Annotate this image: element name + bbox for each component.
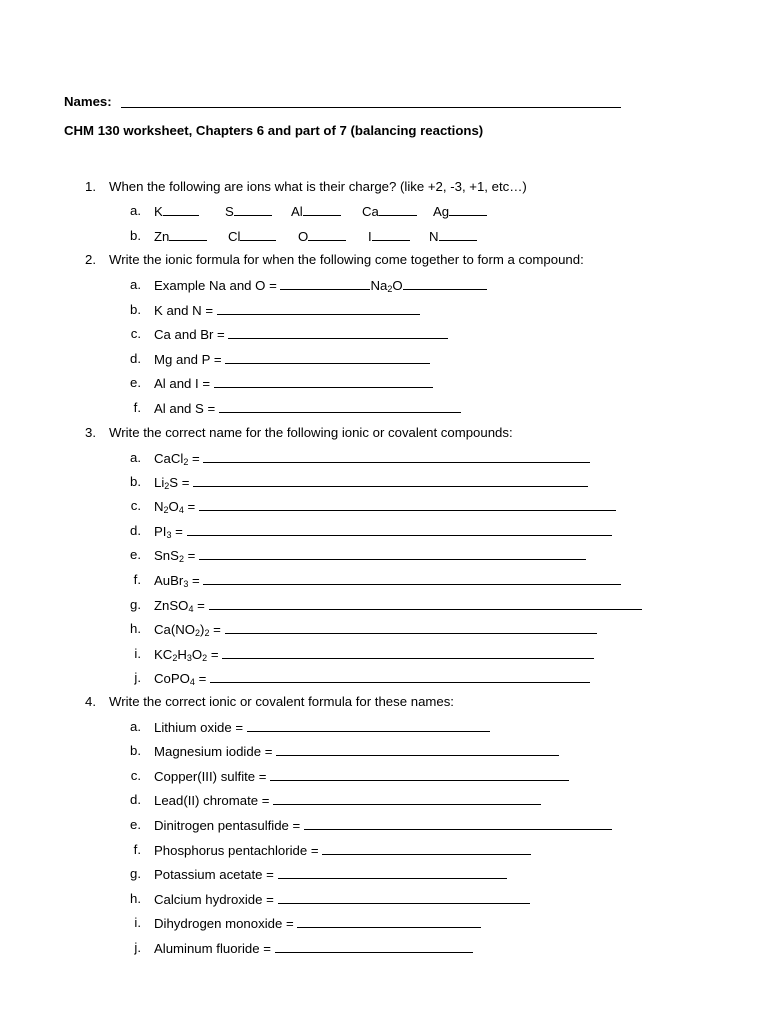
answer-line[interactable] (222, 646, 594, 659)
answer-line[interactable] (278, 891, 530, 904)
formula-part: CaCl (154, 451, 184, 466)
q2-item-0-letter: b. (130, 302, 141, 317)
q2-item-3-content (154, 375, 433, 392)
answer-blank[interactable] (439, 228, 477, 241)
answer-blank[interactable] (163, 203, 199, 216)
item-label: Ca and Br = (154, 327, 225, 342)
formula-part: SnS (154, 548, 179, 563)
equals-sign: = (193, 598, 205, 613)
q4-number: 4. (85, 694, 96, 709)
answer-line[interactable] (278, 866, 507, 879)
example-tail-line (403, 277, 487, 290)
ion-label: N (429, 229, 439, 244)
answer-blank[interactable] (372, 228, 410, 241)
q4-item-0-letter: a. (130, 719, 141, 734)
equals-sign: = (188, 451, 200, 466)
q3-item-7-content (154, 621, 597, 638)
q1-a-ag (433, 203, 487, 220)
q2-item-3-letter: e. (130, 375, 141, 390)
answer-line[interactable] (210, 670, 590, 683)
q4-item-8-content (154, 915, 481, 932)
answer-line[interactable] (214, 375, 433, 388)
ion-label: K (154, 204, 163, 219)
formula-part: N (154, 499, 164, 514)
ion-label: Cl (228, 229, 241, 244)
compound-formula (154, 475, 189, 490)
q4-item-7-letter: h. (130, 891, 141, 906)
example-lead-line (280, 277, 370, 290)
q3-item-9-content (154, 670, 590, 687)
q4-item-4-letter: e. (130, 817, 141, 832)
q4-item-7-content (154, 891, 530, 908)
q3-item-2-content (154, 498, 616, 515)
formula-part: ) (200, 622, 205, 637)
equals-sign: = (178, 475, 190, 490)
item-label: Magnesium iodide = (154, 744, 273, 759)
formula-subscript: 2 (195, 628, 201, 638)
answer-line[interactable] (228, 326, 448, 339)
item-label: Potassium acetate = (154, 867, 274, 882)
answer-line[interactable] (247, 719, 490, 732)
item-label: Dihydrogen monoxide = (154, 916, 294, 931)
q3-item-9-letter: j. (134, 670, 141, 685)
answer-blank[interactable] (379, 203, 417, 216)
q3-item-6-letter: g. (130, 597, 141, 612)
answer-line[interactable] (225, 351, 430, 364)
q4-item-8-letter: i. (134, 915, 141, 930)
item-label: Copper(III) sulfite = (154, 769, 267, 784)
answer-blank[interactable] (303, 203, 341, 216)
item-label: Aluminum fluoride = (154, 941, 271, 956)
ion-label: S (225, 204, 234, 219)
equals-sign: = (209, 622, 221, 637)
answer-line[interactable] (225, 621, 597, 634)
q2-example-letter: a. (130, 277, 141, 292)
example-answer-sub: 2 (387, 284, 393, 294)
ion-label: Zn (154, 229, 170, 244)
formula-part: Ca(NO (154, 622, 196, 637)
q3-item-0-letter: a. (130, 450, 141, 465)
formula-part: ZnSO (154, 598, 189, 613)
answer-line[interactable] (217, 302, 420, 315)
item-label: Calcium hydroxide = (154, 892, 274, 907)
q4-item-0-content (154, 719, 490, 736)
formula-part: KC (154, 647, 173, 662)
q3-item-5-content (154, 572, 621, 589)
answer-line[interactable] (209, 597, 642, 610)
compound-formula (154, 573, 200, 588)
equals-sign: = (171, 524, 183, 539)
q1-b-o (298, 228, 346, 245)
answer-line[interactable] (304, 817, 612, 830)
q1-b-n (429, 228, 477, 245)
formula-subscript: 2 (204, 628, 210, 638)
formula-subscript: 2 (178, 554, 184, 564)
formula-part: PI (154, 524, 167, 539)
item-label: Lithium oxide = (154, 720, 244, 735)
q4-item-5-content (154, 842, 531, 859)
q1-a-k (154, 203, 199, 220)
answer-blank[interactable] (234, 203, 272, 216)
q1-b-zn (154, 228, 207, 245)
q3-item-4-letter: e. (130, 547, 141, 562)
answer-line[interactable] (193, 474, 588, 487)
formula-subscript: 4 (189, 677, 195, 687)
equals-sign: = (183, 548, 196, 563)
formula-subscript: 4 (178, 505, 184, 515)
answer-blank[interactable] (169, 228, 207, 241)
q2-example (154, 277, 487, 294)
answer-blank[interactable] (308, 228, 346, 241)
q3-item-2-letter: c. (130, 498, 141, 513)
compound-formula (154, 647, 219, 662)
answer-line[interactable] (275, 940, 473, 953)
formula-part: Li (154, 475, 165, 490)
q1-a-s (225, 203, 272, 220)
q3-prompt: Write the correct name for the following ionic or covalent compounds: (109, 425, 513, 440)
q3-item-8-content (154, 646, 594, 663)
q4-item-5-letter: f. (133, 842, 141, 857)
compound-formula (154, 548, 195, 563)
compound-formula (154, 451, 200, 466)
ion-label: Al (291, 204, 303, 219)
formula-part: AuBr (154, 573, 184, 588)
formula-subscript: 3 (186, 653, 192, 663)
q2-number: 2. (85, 252, 96, 267)
item-label: Mg and P = (154, 352, 222, 367)
item-label: Phosphorus pentachloride = (154, 843, 319, 858)
equals-sign: = (207, 647, 219, 662)
q1-number: 1. (85, 179, 96, 194)
ion-label: I (368, 229, 372, 244)
compound-formula (154, 622, 221, 637)
q1-b-i (368, 228, 410, 245)
compound-formula (154, 598, 205, 613)
q3-item-8-letter: i. (134, 646, 141, 661)
answer-line[interactable] (219, 400, 461, 413)
ion-label: O (298, 229, 309, 244)
q4-item-3-content (154, 792, 541, 809)
answer-line[interactable] (187, 523, 612, 536)
q1-a-al (291, 203, 341, 220)
q4-item-6-letter: g. (130, 866, 141, 881)
formula-part: S (169, 475, 179, 490)
q1-prompt: When the following are ions what is their charge? (like +2, -3, +1, etc…) (109, 179, 527, 194)
formula-subscript: 2 (202, 653, 208, 663)
equals-sign: = (183, 499, 196, 514)
answer-blank[interactable] (449, 203, 487, 216)
answer-line[interactable] (276, 743, 559, 756)
equals-sign: = (188, 573, 200, 588)
q2-item-0-content (154, 302, 420, 319)
formula-subscript: 3 (183, 579, 189, 589)
q4-item-4-content (154, 817, 612, 834)
answer-line[interactable] (199, 498, 616, 511)
q4-item-2-content (154, 768, 569, 785)
compound-formula (154, 671, 206, 686)
compound-formula (154, 499, 195, 514)
q2-item-1-content (154, 326, 448, 343)
compound-formula (154, 524, 183, 539)
names-row (64, 94, 112, 110)
q2-item-4-letter: f. (133, 400, 141, 415)
q1-b-letter: b. (130, 228, 141, 243)
answer-line[interactable] (203, 572, 621, 585)
answer-line[interactable] (322, 842, 531, 855)
q4-prompt: Write the correct ionic or covalent formula for these names: (109, 694, 454, 709)
formula-subscript: 3 (166, 530, 172, 540)
answer-line[interactable] (199, 547, 586, 560)
q4-item-9-letter: j. (134, 940, 141, 955)
q2-item-1-letter: c. (130, 326, 141, 341)
answer-blank[interactable] (240, 228, 276, 241)
q3-item-4-content (154, 547, 586, 564)
q4-item-6-content (154, 866, 507, 883)
q3-item-7-letter: h. (130, 621, 141, 636)
item-label: Al and I = (154, 376, 211, 391)
names-label: Names: (64, 94, 112, 109)
formula-part: H (177, 647, 187, 662)
q4-item-1-content (154, 743, 559, 760)
item-label: K and N = (154, 303, 214, 318)
q3-number: 3. (85, 425, 96, 440)
q3-item-5-letter: f. (133, 572, 141, 587)
q3-item-6-content (154, 597, 642, 614)
formula-subscript: 2 (183, 457, 189, 467)
item-label: Al and S = (154, 401, 216, 416)
names-field[interactable] (121, 94, 621, 108)
example-answer-tail: O (392, 278, 403, 293)
formula-subscript: 2 (163, 505, 169, 515)
q2-item-2-letter: d. (130, 351, 141, 366)
answer-line[interactable] (270, 768, 569, 781)
q2-item-2-content (154, 351, 430, 368)
formula-subscript: 2 (172, 653, 178, 663)
formula-subscript: 2 (164, 481, 170, 491)
q3-item-1-content (154, 474, 588, 491)
q4-item-2-letter: c. (130, 768, 141, 783)
q4-item-1-letter: b. (130, 743, 141, 758)
example-label: Example Na and O = (154, 278, 277, 293)
q4-item-9-content (154, 940, 473, 957)
q3-item-3-letter: d. (130, 523, 141, 538)
answer-line[interactable] (203, 450, 590, 463)
q1-a-letter: a. (130, 203, 141, 218)
q2-prompt: Write the ionic formula for when the following come together to form a compound: (109, 252, 584, 267)
item-label: Dinitrogen pentasulfide = (154, 818, 301, 833)
worksheet-title: CHM 130 worksheet, Chapters 6 and part of 7 (balancing reactions) (64, 123, 484, 138)
ion-label: Ca (362, 204, 379, 219)
q1-a-ca (362, 203, 417, 220)
formula-part: O (191, 647, 203, 662)
formula-part: O (168, 499, 179, 514)
q3-item-0-content (154, 450, 590, 467)
answer-line[interactable] (297, 915, 481, 928)
formula-subscript: 4 (188, 604, 194, 614)
item-label: Lead(II) chromate = (154, 793, 270, 808)
example-answer-main: Na (370, 278, 388, 293)
equals-sign: = (194, 671, 207, 686)
ion-label: Ag (433, 204, 450, 219)
formula-part: CoPO (154, 671, 190, 686)
q1-b-cl (228, 228, 276, 245)
q2-item-4-content (154, 400, 461, 417)
q3-item-3-content (154, 523, 612, 540)
q3-item-1-letter: b. (130, 474, 141, 489)
answer-line[interactable] (273, 792, 541, 805)
q4-item-3-letter: d. (130, 792, 141, 807)
